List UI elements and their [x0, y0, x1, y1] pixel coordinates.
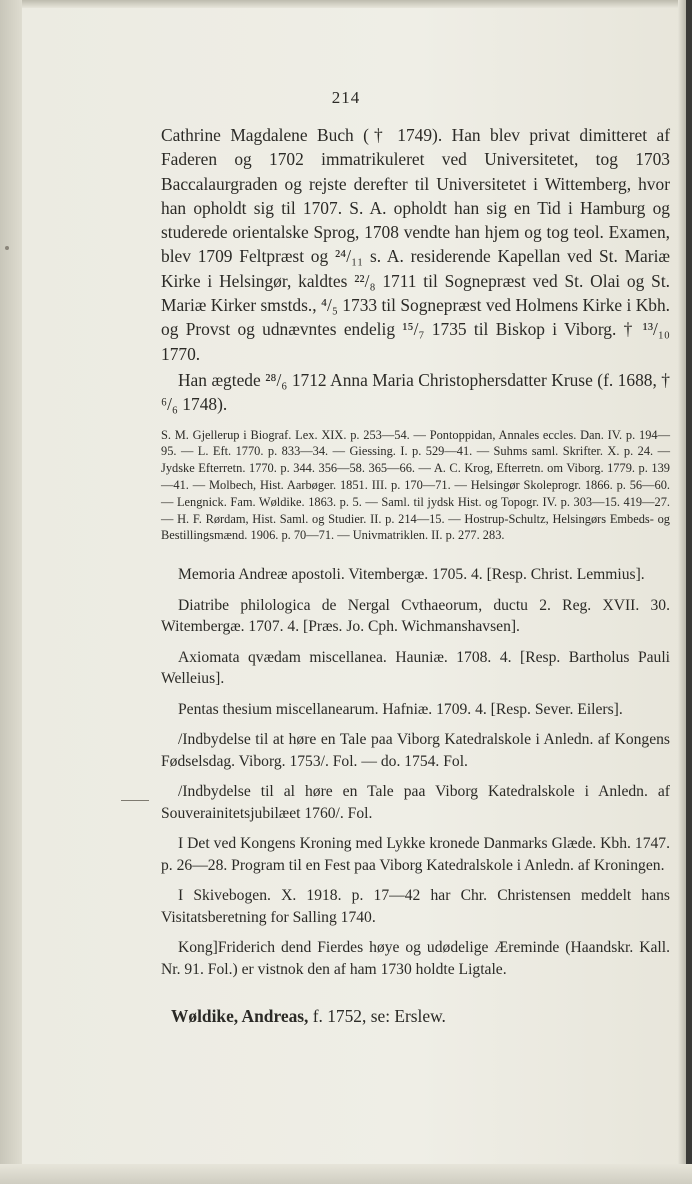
page-right-shadow — [678, 0, 686, 1184]
work-item: Pentas thesium miscellanearum. Hafniæ. 1709. 4. [Resp. Sever. Eilers]. — [178, 700, 623, 718]
next-entry-reference: f. 1752, se: Erslew. — [308, 1006, 446, 1027]
page-right-edge — [686, 0, 692, 1184]
work-item: /Indbydelse til al høre en Tale paa Viborg Katedralskole i Anledn. af Souverainitetsjubilæet 1760/. Fol. — [161, 783, 670, 822]
page-bottom-edge — [0, 1164, 692, 1184]
page-content — [161, 123, 670, 1028]
marriage-paragraph: Han ægtede ²⁸/₆ 1712 Anna Maria Christophersdatter Kruse (f. 1688, † ⁶/₆ 1748). — [161, 369, 670, 415]
work-item: /Indbydelse til at høre en Tale paa Viborg Katedralskole i Anledn. af Kongens Fødselsdag. Viborg. 1753/. Fol. — do. 1754. Fol. — [161, 731, 670, 770]
page-left-edge — [0, 0, 22, 1184]
works-list — [161, 564, 670, 980]
work-item: Diatribe philologica de Nergal Cvthaeorum, ductu 2. Reg. XVII. 30. Witembergæ. 1707. 4. [Præs. Jo. Cph. Wichmanshavsen]. — [161, 596, 670, 636]
work-item: Kong]Friderich dend Fierdes høye og udødelige Æreminde (Haandskr. Kall. Nr. 91. Fol.) er vistnok den af ham 1730 holdte Ligtale. — [161, 939, 670, 978]
work-item: Axiomata qvædam miscellanea. Hauniæ. 1708. 4. [Resp. Bartholus Pauli Welleius]. — [161, 648, 670, 688]
work-item: Memoria Andreæ apostoli. Vitembergæ. 1705. 4. [Resp. Christ. Lemmius]. — [178, 566, 645, 584]
next-entry — [161, 1004, 670, 1028]
page-top-edge — [0, 0, 692, 8]
work-item: I Skivebogen. X. 1918. p. 17—42 har Chr. Christensen meddelt hans Visitatsberetning for Salling 1740. — [161, 887, 670, 926]
references-block: S. M. Gjellerup i Biograf. Lex. XIX. p. 253—54. — Pontoppidan, Annales eccles. Dan. IV. p. 194—95. — L. Eft. 1770. p. 833—34. — Giessing. I. p. 529—41. — Suhms saml. Skrifter. X. p. 24. — Jydske Efterretn. 1770. p. 344. 356—58. 365—66. — A. C. Krog, Efterretn. om Viborg. 1779. p. 139—41. — Molbech, Hist. Aarbøger. 1851. III. p. 170—71. — Helsingør Skoleprogr. 1866. p. 56—60. — Lengnick. Fam. Wøldike. 1863. p. 5. — Saml. til jydsk Hist. og Topogr. IV. p. 303—15. 419—27. — H. F. Rørdam, Hist. Saml. og Studier. II. p. 214—15. — Hostrup-Schultz, Helsingørs Embeds- og Bestillingsmænd. 1906. p. 70—71. — Univmatriklen. II. p. 277. 283. — [161, 427, 670, 543]
margin-mark — [5, 246, 9, 250]
work-item: I Det ved Kongens Kroning med Lykke kronede Danmarks Glæde. Kbh. 1747. p. 26—28. Program til en Fest paa Viborg Katedralskole i Anledn. af Kroningen. — [161, 835, 670, 874]
next-entry-name: Wøldike, Andreas, — [171, 1006, 309, 1027]
page-number: 214 — [331, 88, 361, 107]
biography-paragraph: Cathrine Magdalene Buch († 1749). Han blev privat dimitteret af Faderen og 1702 immatrikuleret ved Universitetet, tog 1703 Baccalaurgraden og rejste derefter til Universitetet i Wittemberg, hvor han opholdt sig til 1707. S. A. opholdt han sig en Tid i Hamburg og studerede orientalske Sprog, 1708 vendte han hjem og tog teol. Examen, blev 1709 Feltpræst og ²⁴/₁₁ s. A. residerende Kapellan ved St. Mariæ Kirke i Helsingør, kaldtes ²²/₈ 1711 til Sognepræst ved St. Olai og St. Mariæ Kirker smstds., ⁴/₅ 1733 til Sognepræst ved Holmens Kirke i Kbh. og Provst og udnævntes endelig ¹⁵/₇ 1735 til Biskop i Viborg. † ¹³/₁₀ 1770. — [161, 125, 670, 364]
margin-dash-mark — [121, 800, 149, 801]
